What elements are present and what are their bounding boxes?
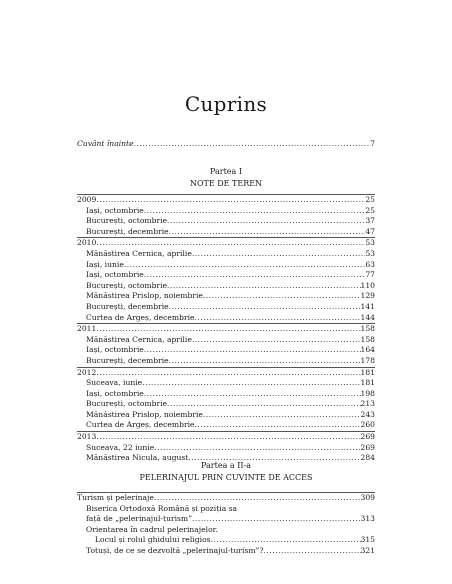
toc-entry-intro[interactable] (77, 139, 375, 150)
toc-entry-page: 7 (370, 139, 375, 148)
toc-year-entry[interactable] (77, 432, 375, 443)
toc-entry-page: 25 (365, 205, 375, 215)
toc-entry-page: 178 (360, 355, 375, 365)
page-title: Cuprins (184, 92, 268, 116)
toc-entry-page: 198 (360, 388, 375, 398)
leader-dots (192, 249, 366, 260)
leader-dots (124, 260, 366, 271)
toc-entry-line1[interactable]: Orientarea în cadrul pelerinajelor. (86, 524, 218, 534)
toc-entry-label: 2013 (77, 432, 97, 442)
toc-entry-label: Mănăstirea Prislop, noiembrie (86, 291, 203, 301)
toc-entry-label: Suceava, iunie (86, 378, 143, 388)
toc-entry[interactable] (77, 535, 375, 546)
toc-entry[interactable] (77, 420, 375, 431)
toc-entry-label: București, octombrie (86, 399, 168, 409)
toc-entry-label: 2011 (77, 324, 97, 334)
toc-entry[interactable] (77, 399, 375, 410)
toc-entry[interactable] (77, 356, 375, 367)
toc-entry-page: 181 (360, 378, 375, 388)
toc-entry-page: 213 (360, 399, 375, 409)
toc-entry[interactable] (77, 302, 375, 313)
toc-entry-line1[interactable]: Biserica Ortodoxă Română și poziția sa (86, 503, 238, 513)
toc-entry-page: 53 (365, 248, 375, 258)
leader-dots (144, 206, 366, 217)
part2-heading: Partea a II-a (201, 461, 251, 470)
toc-entry-label: Curtea de Argeș, decembrie (86, 312, 195, 322)
toc-entry-page: 309 (360, 493, 375, 502)
leader-dots (154, 493, 361, 504)
toc-entry[interactable] (77, 281, 375, 292)
toc-entry-page: 47 (365, 226, 375, 236)
toc-entry[interactable] (77, 443, 375, 454)
part2-list (77, 492, 375, 557)
toc-entry-page: 25 (365, 195, 375, 204)
toc-entry-label: Iași, octombrie (86, 270, 144, 280)
toc-entry-label: București, octombrie (86, 280, 168, 290)
toc-entry-label: Iași, iunie (86, 259, 124, 269)
leader-dots (195, 313, 361, 324)
toc-entry[interactable] (77, 493, 375, 504)
toc-entry-label: Totuși, de ce se dezvoltă „pelerinajul-turism”? (86, 545, 264, 555)
toc-entry[interactable] (77, 345, 375, 356)
toc-entry-page: 110 (360, 280, 375, 290)
toc-entry-page: 37 (365, 216, 375, 226)
toc-entry-page: 129 (360, 291, 375, 301)
leader-dots (144, 270, 366, 281)
leader-dots (96, 195, 365, 206)
leader-dots (134, 139, 371, 150)
toc-entry-page: 63 (365, 259, 375, 269)
leader-dots (195, 420, 361, 431)
toc-entry[interactable] (77, 335, 375, 346)
leader-dots (192, 514, 360, 525)
toc-entry[interactable] (77, 313, 375, 324)
leader-dots (192, 335, 361, 346)
toc-entry-label: Iași, octombrie (86, 345, 144, 355)
toc-entry-label: Mănăstirea Nicula, august (86, 453, 189, 463)
toc-entry-label: 2009 (77, 195, 97, 204)
leader-dots (167, 216, 365, 227)
toc-entry-label: Curtea de Argeș, decembrie (86, 420, 195, 430)
toc-entry-label: Mănăstirea Prislop, noiembrie (86, 409, 203, 419)
toc-year-entry[interactable] (77, 324, 375, 335)
toc-year-entry[interactable] (77, 195, 375, 206)
toc-entry[interactable] (77, 514, 375, 525)
toc-entry-label: Iași, octombrie (86, 388, 144, 398)
toc-entry-page: 313 (360, 514, 375, 524)
toc-entry-page: 53 (365, 238, 375, 248)
leader-dots (96, 368, 360, 379)
toc-entry-label: 2010 (77, 238, 97, 248)
leader-dots (144, 389, 361, 400)
toc-entry-label: Iași, octombrie (86, 205, 144, 215)
toc-entry-label: București, decembrie (86, 355, 169, 365)
leader-dots (203, 291, 361, 302)
toc-entry-label: Mănăstirea Cernica, aprilie (86, 248, 192, 258)
toc-entry[interactable] (77, 378, 375, 389)
toc-entry-page: 321 (360, 545, 375, 555)
leader-dots (211, 535, 361, 546)
toc-entry-label: față de „pelerinajul-turism” (86, 514, 193, 524)
part1-subheading: NOTE DE TEREN (189, 179, 263, 188)
toc-entry-page: 158 (360, 324, 375, 334)
toc-year-entry[interactable] (77, 368, 375, 379)
leader-dots (154, 443, 360, 454)
toc-entry-label: București, decembrie (86, 301, 169, 311)
toc-entry[interactable] (77, 546, 375, 557)
toc-entry-label: Turism și pelerinaje (77, 493, 154, 502)
part1-list (77, 194, 375, 464)
toc-entry-label: București, octombrie (86, 216, 168, 226)
toc-entry[interactable] (77, 389, 375, 400)
toc-intro (77, 139, 375, 150)
toc-entry[interactable] (77, 206, 375, 217)
part2-header (77, 460, 375, 484)
toc-entry-label: București, decembrie (86, 226, 169, 236)
leader-dots (169, 302, 361, 313)
toc-entry-label: Locul și rolul ghidului religios (95, 535, 211, 545)
part1-header (77, 166, 375, 190)
toc-entry[interactable] (77, 291, 375, 302)
leader-dots (144, 345, 361, 356)
toc-year-entry[interactable] (77, 238, 375, 249)
toc-entry[interactable] (77, 227, 375, 238)
toc-entry-label: Cuvânt înainte (77, 139, 134, 148)
toc-entry[interactable] (77, 216, 375, 227)
toc-entry[interactable] (77, 260, 375, 271)
toc-entry-page: 77 (365, 270, 375, 280)
toc-entry-page: 269 (360, 442, 375, 452)
toc-entry[interactable] (77, 270, 375, 281)
toc-entry-page: 284 (360, 453, 375, 463)
toc-entry-page: 141 (360, 301, 375, 311)
toc-entry-page: 260 (360, 420, 375, 430)
toc-entry[interactable] (77, 410, 375, 421)
toc-entry-page: 144 (360, 312, 375, 322)
leader-dots (96, 238, 365, 249)
toc-entry[interactable] (77, 249, 375, 260)
leader-dots (96, 324, 360, 335)
part2-subheading: PELERINAJUL PRIN CUVINTE DE ACCES (139, 473, 313, 482)
leader-dots (167, 281, 360, 292)
part1-heading: Partea I (209, 167, 243, 176)
toc-entry-label: 2012 (77, 367, 97, 377)
toc-entry-page: 315 (360, 535, 375, 545)
leader-dots (167, 399, 360, 410)
leader-dots (203, 410, 361, 421)
toc-entry-label: Suceava, 22 iunie (86, 442, 155, 452)
toc-entry-page: 181 (360, 367, 375, 377)
leader-dots (96, 432, 360, 443)
leader-dots (169, 227, 366, 238)
toc-entry-page: 158 (360, 334, 375, 344)
toc-entry-label: Mănăstirea Cernica, aprilie (86, 334, 192, 344)
toc-entry-page: 243 (360, 409, 375, 419)
toc-entry-page: 164 (360, 345, 375, 355)
leader-dots (169, 356, 361, 367)
leader-dots (142, 378, 360, 389)
toc-entry-page: 269 (360, 432, 375, 442)
leader-dots (264, 546, 361, 557)
